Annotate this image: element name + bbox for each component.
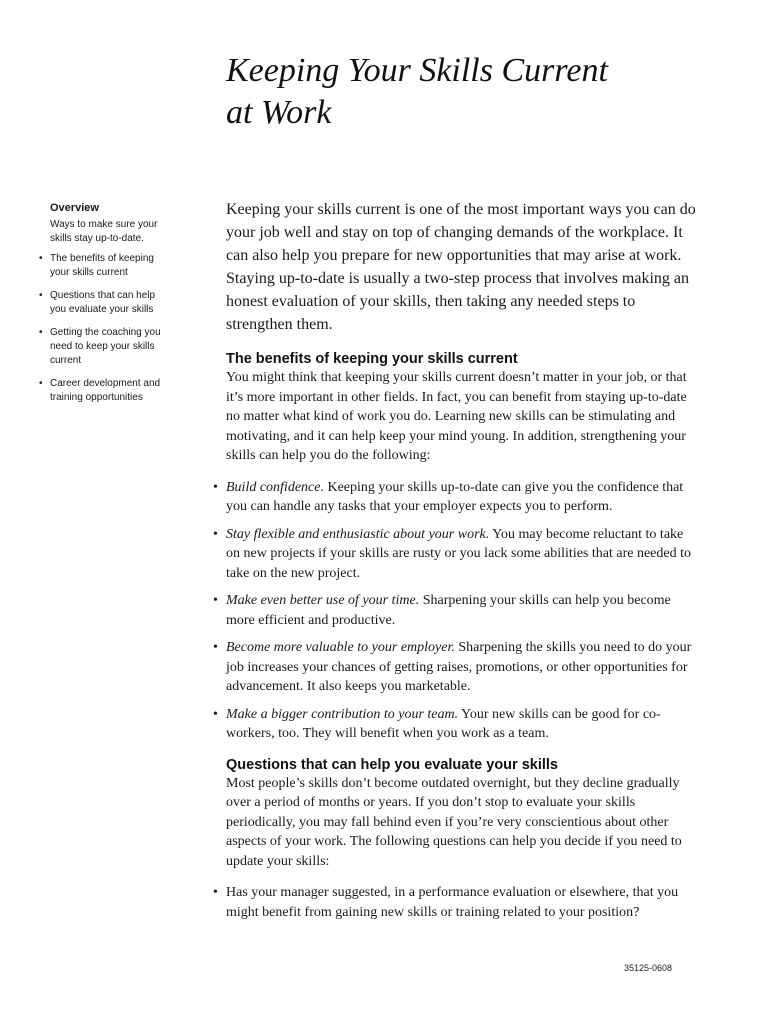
list-item-text: Sharpening the skills you need to do your job increases your chances of getting raises, promotions, or other opportunities for advancement. It also keeps you marketable. [226, 640, 692, 694]
bullet-icon: • [39, 378, 43, 389]
list-item [213, 591, 700, 630]
list-item-text: You may become reluctant to take on new projects if your skills are rusty or you lack some abilities that are needed to take on the new project. [226, 526, 691, 581]
list-item-text: Your new skills can be good for co-workers, too. They will benefit when you work as a team. [226, 706, 661, 741]
list-item [213, 478, 700, 517]
title-line-2: at Work [226, 94, 332, 131]
sidebar-item-label: Questions that can help you evaluate your skills [50, 290, 156, 315]
questions-list [213, 883, 700, 922]
questions-paragraph: Most people’s skills don’t become outdated overnight, but they decline gradually over a period of months or years. If you don’t stop to evaluate your skills periodically, you may fall behind even if you’re very conscientious about other aspects of your work. The following questions can help you decide if you need to update your skills: [226, 775, 682, 869]
sidebar-intro: Ways to make sure your skills stay up-to-date. [50, 219, 158, 244]
sidebar-item-coaching [38, 326, 170, 368]
bullet-icon: • [213, 885, 218, 900]
document-code: 35125-0608 [624, 963, 673, 973]
sidebar-item-label: Getting the coaching you need to keep your skills current [50, 327, 161, 366]
main-content [213, 198, 700, 934]
list-item-text: Has your manager suggested, in a performance evaluation or elsewhere, that you might benefit from gaining new skills or training related to your position? [226, 885, 679, 920]
list-item-text: Sharpening your skills can help you become more efficient and productive. [226, 593, 671, 628]
list-item [213, 883, 700, 922]
bullet-icon: • [213, 640, 218, 655]
sidebar-item-career [38, 377, 170, 405]
list-item-lead: Make a bigger contribution to your team. [226, 706, 459, 722]
sidebar-list [38, 252, 170, 405]
section-heading-benefits: The benefits of keeping your skills current [226, 351, 518, 367]
list-item-lead: Stay flexible and enthusiastic about your work. [226, 526, 490, 542]
bullet-icon: • [39, 327, 43, 338]
list-item [213, 638, 700, 697]
list-item [213, 525, 700, 584]
bullet-icon: • [39, 290, 43, 301]
sidebar-item-label: The benefits of keeping your skills current [50, 253, 154, 278]
benefits-paragraph: You might think that keeping your skills current doesn’t matter in your job, or that it’s more important in other fields. In fact, you can benefit from staying up-to-date no matter what kind of work you do. Learning new skills can be stimulating and motivating, and it can help keep your mind young. In addition, strengthening your skills can help you do the following: [226, 370, 687, 463]
bullet-icon: • [213, 479, 218, 495]
overview-sidebar [38, 200, 170, 414]
bullet-icon: • [39, 253, 43, 264]
page-title [226, 50, 726, 134]
sidebar-item-questions [38, 289, 170, 317]
list-item-lead: Build confidence. [226, 479, 324, 495]
sidebar-heading: Overview [50, 202, 99, 214]
list-item [213, 705, 700, 744]
list-item-text: Keeping your skills up-to-date can give you the confidence that you can handle any tasks that your employer expects you to perform. [226, 479, 684, 514]
bullet-icon: • [213, 526, 218, 542]
benefits-section [213, 350, 700, 744]
list-item-lead: Make even better use of your time. [226, 593, 420, 608]
benefits-list [213, 478, 700, 744]
section-heading-questions: Questions that can help you evaluate your skills [226, 756, 558, 773]
questions-section [213, 756, 700, 923]
bullet-icon: • [213, 593, 218, 608]
sidebar-item-benefits [38, 252, 170, 280]
list-item-lead: Become more valuable to your employer. [226, 640, 455, 655]
title-line-1: Keeping Your Skills Current [226, 52, 608, 89]
sidebar-item-label: Career development and training opportunities [50, 378, 161, 403]
intro-paragraph: Keeping your skills current is one of the most important ways you can do your job well and stay on top of changing demands of the workplace. It can also help you prepare for new opportunities that may arise at work. Staying up-to-date is usually a two-step process that involves making an honest evaluation of your skills, then taking any needed steps to strengthen them. [226, 201, 696, 333]
bullet-icon: • [213, 706, 218, 722]
